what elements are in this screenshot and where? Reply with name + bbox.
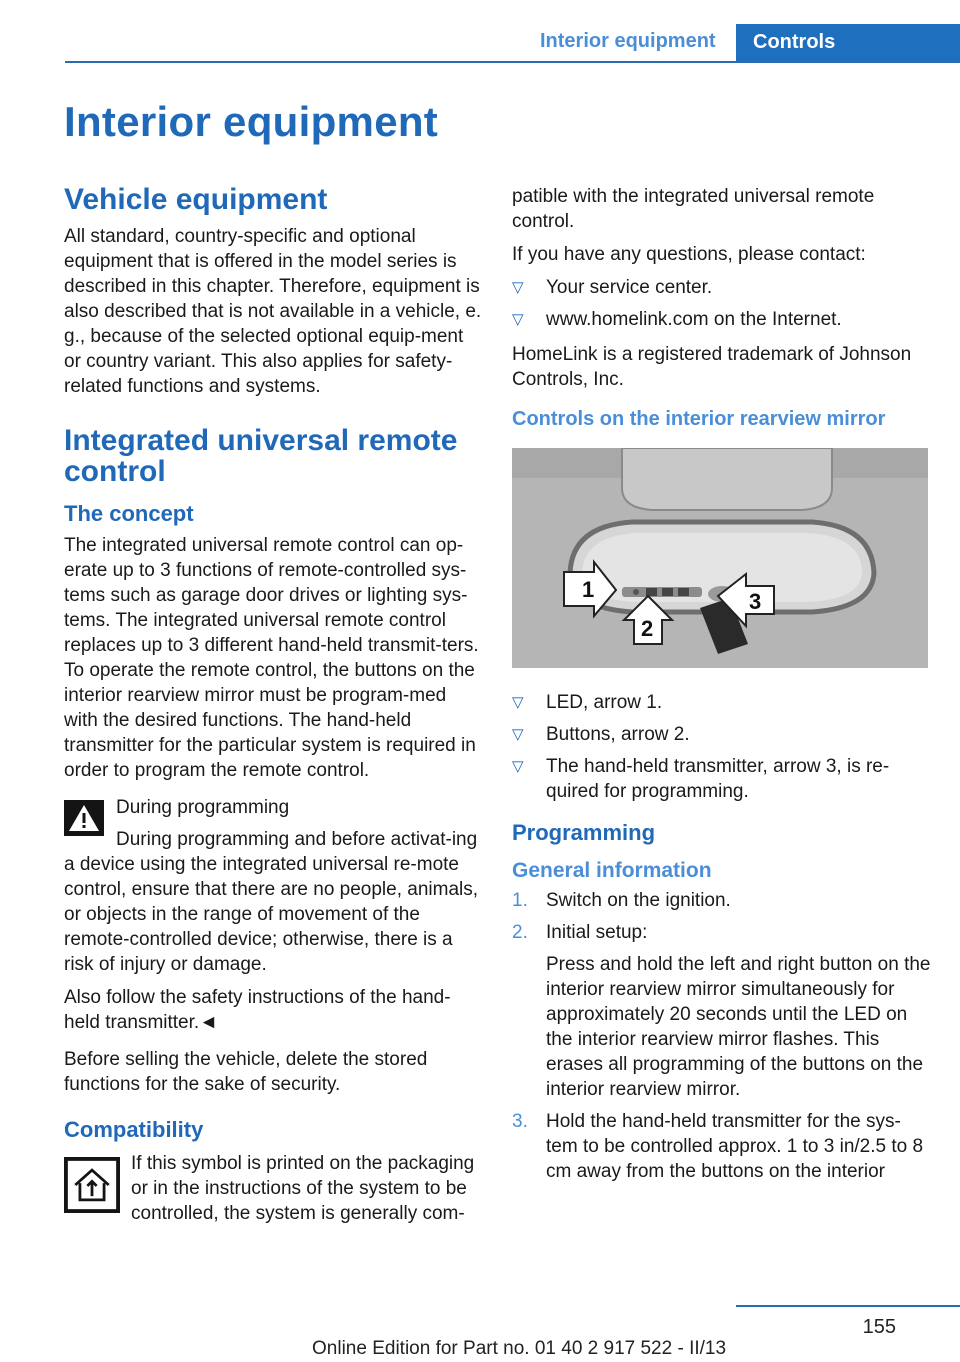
- before-selling-text: Before selling the vehicle, delete the stored functions for the sake of security.: [64, 1049, 428, 1095]
- list-item: [512, 920, 932, 1102]
- footer-rule: [736, 1305, 960, 1307]
- step-number: 2.: [512, 922, 528, 943]
- mirror-items-list: [512, 690, 932, 804]
- step-number: 3.: [512, 1111, 528, 1132]
- step-text: Initial setup:: [546, 922, 648, 943]
- compatibility-block: [64, 1151, 482, 1226]
- figure-label-2: 2: [641, 616, 654, 641]
- mirror-controls-heading: Controls on the interior rearview mirror: [512, 408, 886, 430]
- list-item: ▽ LED, arrow 1.: [512, 690, 932, 715]
- warning-title: During programming: [116, 797, 290, 818]
- vehicle-equipment-heading: Vehicle equipment: [64, 183, 328, 216]
- list-item: ▽ www.homelink.com on the Internet.: [512, 307, 932, 332]
- page-number: 155: [862, 1316, 896, 1338]
- list-item: ▽ The hand-held transmitter, arrow 3, is re-quired for programming.: [512, 754, 932, 804]
- warning-text: [64, 827, 482, 977]
- right-column: [512, 184, 932, 1194]
- left-column: [64, 184, 482, 1234]
- iurc-heading: Integrated universal remote control: [64, 424, 458, 488]
- rearview-mirror-figure: [512, 448, 928, 668]
- warning-text-body: During programming and before activat-ing a device using the integrated universal re-mote control, ensure that there are no people, animals, or objects in the range of movement of the remote-controlled device; otherwise, there is a risk of injury or damage.: [64, 829, 479, 975]
- step-text: Hold the hand-held transmitter for the sys-tem to be controlled approx. 1 to 3 in/2.5 to 8 cm away from the buttons on the interior: [546, 1111, 924, 1182]
- list-item: ▽ Buttons, arrow 2.: [512, 722, 932, 747]
- contact-list: [512, 275, 932, 332]
- list-item: [512, 888, 932, 913]
- step-number: 1.: [512, 890, 528, 911]
- concept-heading: The concept: [64, 501, 194, 526]
- warning-block: [64, 795, 482, 977]
- compatibility-text: If this symbol is printed on the packaging or in the instructions of the system to be controlled, the system is generally com-: [131, 1153, 475, 1224]
- page-title: Interior equipment: [64, 98, 439, 145]
- compatibility-heading: Compatibility: [64, 1117, 204, 1142]
- warning-triangle-icon: [64, 800, 104, 836]
- header-section-title: Interior equipment: [540, 30, 716, 52]
- edition-footer: Online Edition for Part no. 01 40 2 917 522 - II/13: [312, 1338, 727, 1359]
- step-text: Switch on the ignition.: [546, 890, 731, 911]
- step-subtext: Press and hold the left and right button on the interior rearview mirror simultaneously for approximately 20 seconds until the LED on the interior rearview mirror flashes. This erases all programming of the buttons on the interior rearview mirror.: [546, 954, 931, 1100]
- vehicle-equipment-text: All standard, country-specific and optional equipment that is offered in the model series is described in this chapter. Therefore, equipment is also described that is not available in a vehicle, e. g., because of the selected optional equip-ment or country variant. This also applies for safety-related functions and systems.: [64, 226, 482, 397]
- trademark-text: HomeLink is a registered trademark of Johnson Controls, Inc.: [512, 344, 912, 390]
- concept-text: The integrated universal remote control can op-erate up to 3 functions of remote-controlled sys-tems such as garage door drives or lighting sys-tems. The integrated universal remote control replaces up to 3 different hand-held transmit-ters. To operate the remote control, the buttons on the interior rearview mirror must be program-med with the desired functions. The hand-held transmitter for the particular system is required in order to program the remote control.: [64, 535, 479, 781]
- programming-steps: [512, 888, 932, 1184]
- list-item: ▽ Your service center.: [512, 275, 932, 300]
- header-rule: [65, 61, 960, 63]
- list-item: [512, 1109, 932, 1184]
- also-follow-text: Also follow the safety instructions of the hand-held transmitter.◄: [64, 987, 451, 1033]
- header-tab-controls: Controls: [736, 24, 960, 63]
- compat-continued-text: patible with the integrated universal remote control.: [512, 186, 875, 232]
- programming-heading: Programming: [512, 820, 656, 845]
- general-information-heading: General information: [512, 859, 712, 882]
- questions-text: If you have any questions, please contact:: [512, 244, 866, 265]
- figure-label-3: 3: [749, 589, 762, 614]
- figure-label-1: 1: [582, 577, 595, 602]
- homelink-house-icon: [64, 1157, 120, 1213]
